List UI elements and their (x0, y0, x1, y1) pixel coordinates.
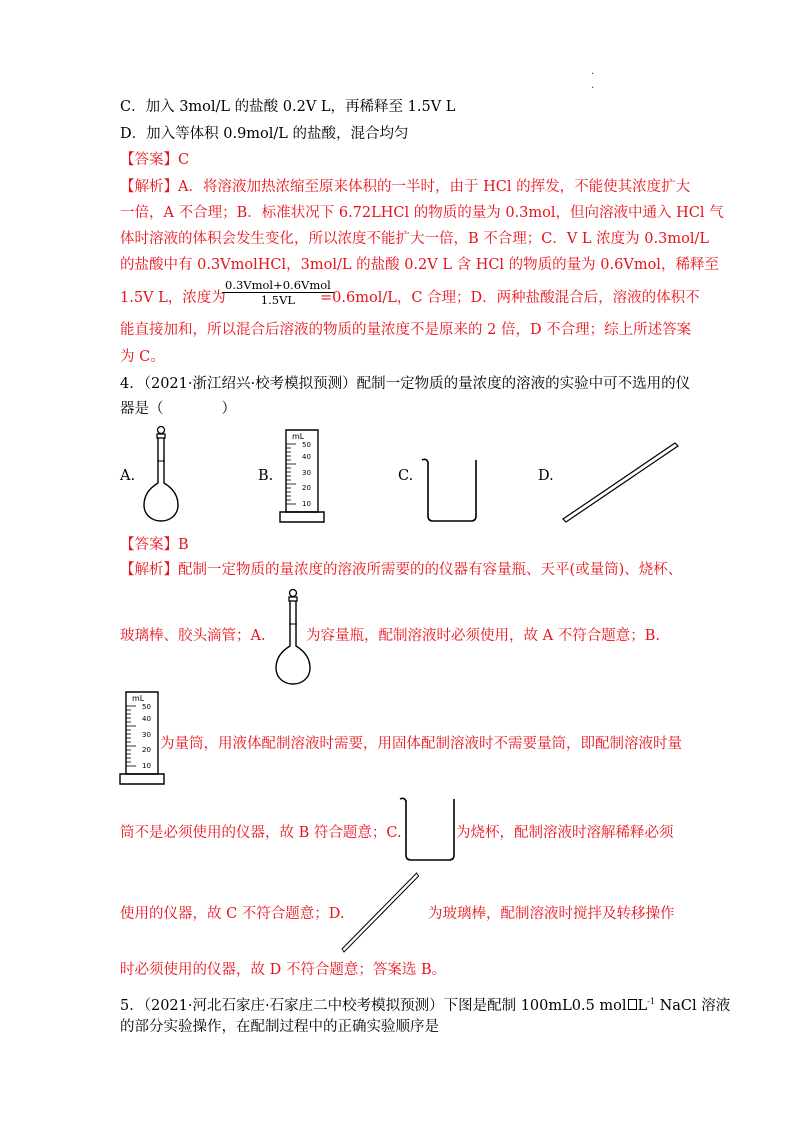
cylinder-unit: mL (132, 694, 145, 703)
q4-analysis-line-2-post: 为容量瓶，配制溶液时必须使用，故 A 不符合题意；B. (306, 628, 660, 644)
fraction-numerator: 0.3Vmol+0.6Vmol (222, 278, 334, 293)
analysis-tag: 【解析】 (120, 179, 178, 195)
q3-analysis-line-3: 体时溶液的体积会发生变化，所以浓度不能扩大一倍，B 不合理；C．V L 浓度为 0.3mol/L (120, 231, 709, 247)
cylinder-unit: mL (292, 432, 305, 441)
analysis-tag: 【解析】 (120, 562, 178, 578)
q3-answer (120, 150, 189, 170)
q5-unit: L (637, 997, 648, 1014)
cylinder-tick-30: 30 (302, 469, 311, 477)
cylinder-tick-10: 10 (142, 762, 151, 770)
glass-rod-icon (560, 440, 680, 524)
q3-analysis-line-4: 的盐酸中有 0.3VmolHCl，3mol/L 的盐酸 0.2V L 含 HCl 的物质的量为 0.6Vmol，稀释至 (120, 257, 719, 273)
glass-rod-icon (340, 870, 420, 954)
q4-analysis-line-4-post: 为烧杯，配制溶液时溶解稀释必须 (456, 825, 674, 841)
q4-analysis-line-6: 时必须使用的仪器，故 D 不符合题意；答案选 B。 (120, 962, 447, 978)
q5-stem-pre: 5．（2021·河北石家庄·石家庄二中校考模拟预测）下图是配制 100mL0.5 mol (120, 997, 627, 1014)
cylinder-tick-40: 40 (302, 453, 311, 461)
cylinder-tick-50: 50 (142, 703, 151, 711)
q4-analysis-line-3: 为量筒，用液体配制溶液时需要，用固体配制溶液时不需要量筒，即配制溶液时量 (160, 736, 682, 752)
q3-analysis-line-7: 为 C。 (120, 349, 165, 365)
graduated-cylinder-icon (278, 428, 328, 524)
q4-analysis-line-2-pre: 玻璃棒、胶头滴管；A. (120, 628, 266, 644)
q3-analysis-line-5-post: =0.6mol/L，C 合理；D．两种盐酸混合后，溶液的体积不 (320, 290, 700, 306)
q3-analysis-line-6: 能直接加和，所以混合后溶液的物质的量浓度不是原来的 2 倍，D 不合理；综上所述答案 (120, 322, 692, 338)
cylinder-tick-20: 20 (302, 484, 311, 492)
q3-analysis-line-5-pre: 1.5V L，浓度为 (120, 290, 226, 306)
analysis-text: A．将溶液加热浓缩至原来体积的一半时，由于 HCl 的挥发，不能使其浓度扩大 (178, 179, 691, 195)
q5-stem-line-2: 的部分实验操作，在配制过程中的正确实验顺序是 (120, 1019, 439, 1035)
volumetric-flask-icon (140, 425, 190, 525)
cylinder-tick-50: 50 (302, 441, 311, 449)
q3-option-c: C．加入 3mol/L 的盐酸 0.2V L，再稀释至 1.5V L (120, 99, 456, 115)
cylinder-tick-20: 20 (142, 746, 151, 754)
q4-option-c-label: C. (398, 468, 414, 484)
q3-option-d: D．加入等体积 0.9mol/L 的盐酸，混合均匀 (120, 126, 409, 142)
q5-stem-line-1 (120, 992, 730, 1016)
cylinder-tick-10: 10 (302, 500, 311, 508)
q4-option-a-label: A. (120, 468, 136, 484)
concentration-fraction (220, 278, 336, 307)
cylinder-tick-40: 40 (142, 715, 151, 723)
analysis-text: 配制一定物质的量浓度的溶液所需要的的仪器有容量瓶、天平(或量筒)、烧杯、 (178, 562, 683, 578)
q4-analysis-line-5-pre: 使用的仪器，故 C 不符合题意；D. (120, 906, 345, 922)
q4-analysis-line-1 (120, 560, 682, 580)
q4-analysis-line-4-pre: 筒不是必须使用的仪器，故 B 符合题意；C. (120, 825, 402, 841)
q4-option-d-label: D. (538, 468, 554, 484)
q5-stem-post: NaCl 溶液 (654, 997, 731, 1014)
cylinder-tick-30: 30 (142, 731, 151, 739)
q3-analysis-line-2: 一倍，A 不合理；B．标准状况下 6.72LHCl 的物质的量为 0.3mol，但向溶液中通入 HCl 气 (120, 205, 724, 221)
q5-unit-exponent: -1 (647, 997, 655, 1006)
answer-value: C (178, 152, 190, 168)
fraction-denominator: 1.5VL (260, 293, 296, 307)
q3-analysis-line-1 (120, 177, 690, 197)
q4-stem-line-1: 4．（2021·浙江绍兴·校考模拟预测）配制一定物质的量浓度的溶液的实验中可不选用的仪 (120, 376, 691, 392)
beaker-icon (420, 456, 484, 524)
answer-tag: 【答案】 (120, 152, 178, 168)
unit-placeholder-box (628, 999, 637, 1010)
beaker-icon (398, 795, 462, 863)
q4-answer (120, 535, 189, 555)
answer-tag: 【答案】 (120, 537, 178, 553)
q4-option-b-label: B. (258, 468, 274, 484)
corner-dots: · · (591, 69, 595, 94)
answer-value: B (178, 537, 189, 553)
q4-stem-line-2: 器是（ ） (120, 401, 236, 417)
q4-analysis-line-5-post: 为玻璃棒，配制溶液时搅拌及转移操作 (428, 906, 675, 922)
